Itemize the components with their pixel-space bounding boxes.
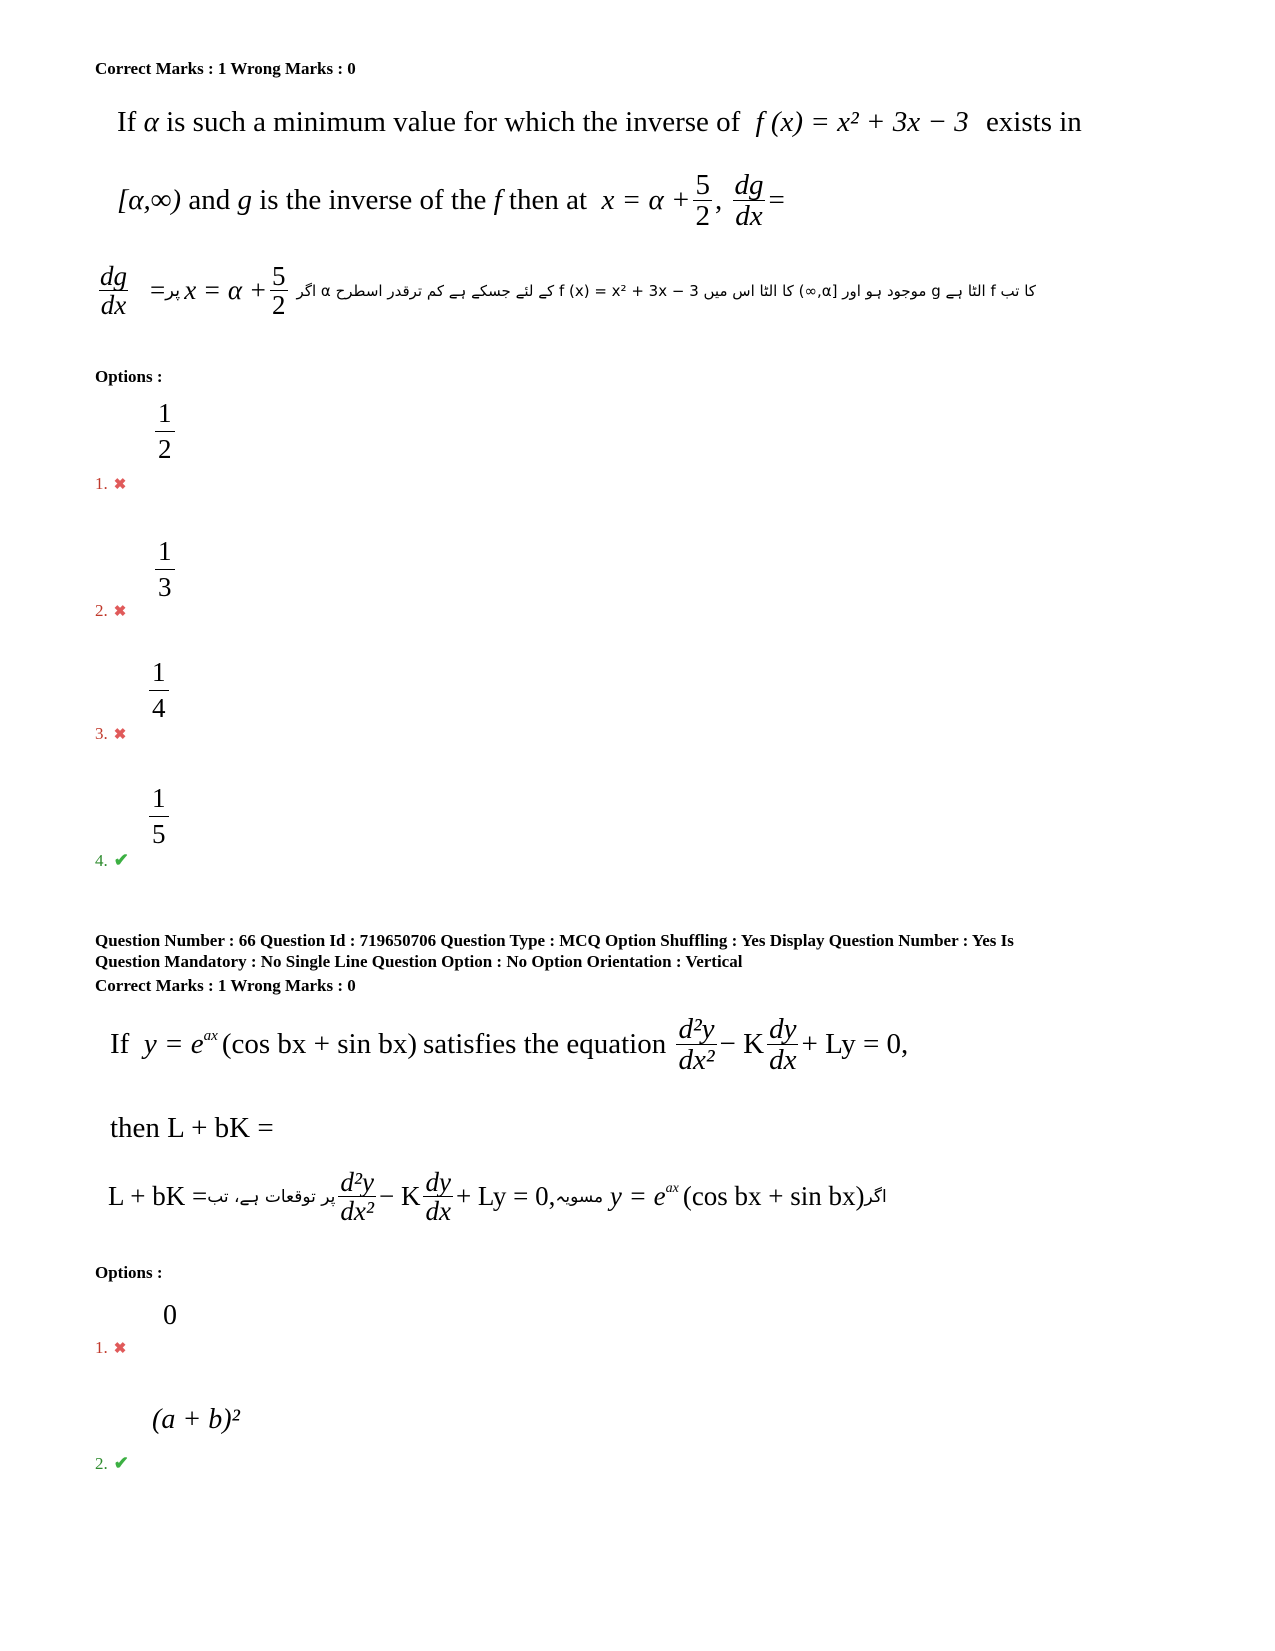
q65-urdu-line: $\frac{dg}{dx}$ = پر x = α + $\frac{5}{2}$ کا تب f الٹا ہے g موجود ہو اور [α,∞) کا الٹا اس میں f (x) = x² + 3x − 3 کے لئے جسکے ہے کم ترقدر اسطرح α اگر [100,261,1036,321]
cross-icon: ✖ [113,726,127,743]
q66-option-2-value: (a + b)² [152,1404,240,1435]
q65-option-1-value: $\frac{1}{2}$ [155,396,175,467]
q66-english-line1: If y = e $^{ax}$ (cos bx + sin bx) satisfies the equation $\frac{\text{d²y}}{\text{dx²}}$ − K $\frac{dy}{dx}$ + Ly = 0, [110,1013,909,1077]
cross-icon: ✖ [113,1340,127,1357]
q66-english-line2: then L + bK = [110,1112,274,1144]
q65-option-4-value: $\frac{1}{5}$ [149,781,169,852]
cross-icon: ✖ [113,603,127,620]
q65-option-4[interactable]: 4. ✔ [95,850,129,870]
check-icon: ✔ [113,850,129,870]
q65-marks: Correct Marks : 1 Wrong Marks : 0 [95,59,356,78]
q65-english-line1: If α is such a minimum value for which the inverse of f (x) = x² + 3x − 3 exists in [117,106,1082,138]
q65-option-1[interactable]: 1. ✖ [95,474,127,493]
q65-option-2-value: $\frac{1}{3}$ [155,534,175,605]
q66-options-label: Options : [95,1263,163,1282]
q66-urdu-line: L + bK = پر توقعات ہے، تب $\frac{\text{d²y}}{\text{dx²}}$ − K $\frac{dy}{dx}$ + Ly = 0, مسویہ y = e $^{ax}$ (cos bx + sin bx) اگر [108,1167,887,1227]
q65-option-3-value: $\frac{1}{4}$ [149,655,169,726]
q66-option-1-value: 0 [163,1300,177,1331]
q66-option-2[interactable]: 2. ✔ [95,1453,129,1473]
q65-option-2[interactable]: 2. ✖ [95,601,127,620]
check-icon: ✔ [113,1453,129,1473]
q65-options-label: Options : [95,367,163,386]
q66-option-1[interactable]: 1. ✖ [95,1338,127,1357]
q66-marks: Correct Marks : 1 Wrong Marks : 0 [95,976,356,995]
q66-header: Question Number : 66 Question Id : 719650706 Question Type : MCQ Option Shuffling : Yes Display Question Number : Yes Is Question Mandatory : No Single Line Question Option : No Option Orientation : Vertical [95,931,1014,971]
q65-english-line2: [α,∞) and g is the inverse of the f then at x = α + $\frac{5}{2}$ , $\frac{dg}{dx}$ = [117,169,785,233]
cross-icon: ✖ [113,476,127,493]
q65-option-3[interactable]: 3. ✖ [95,724,127,743]
